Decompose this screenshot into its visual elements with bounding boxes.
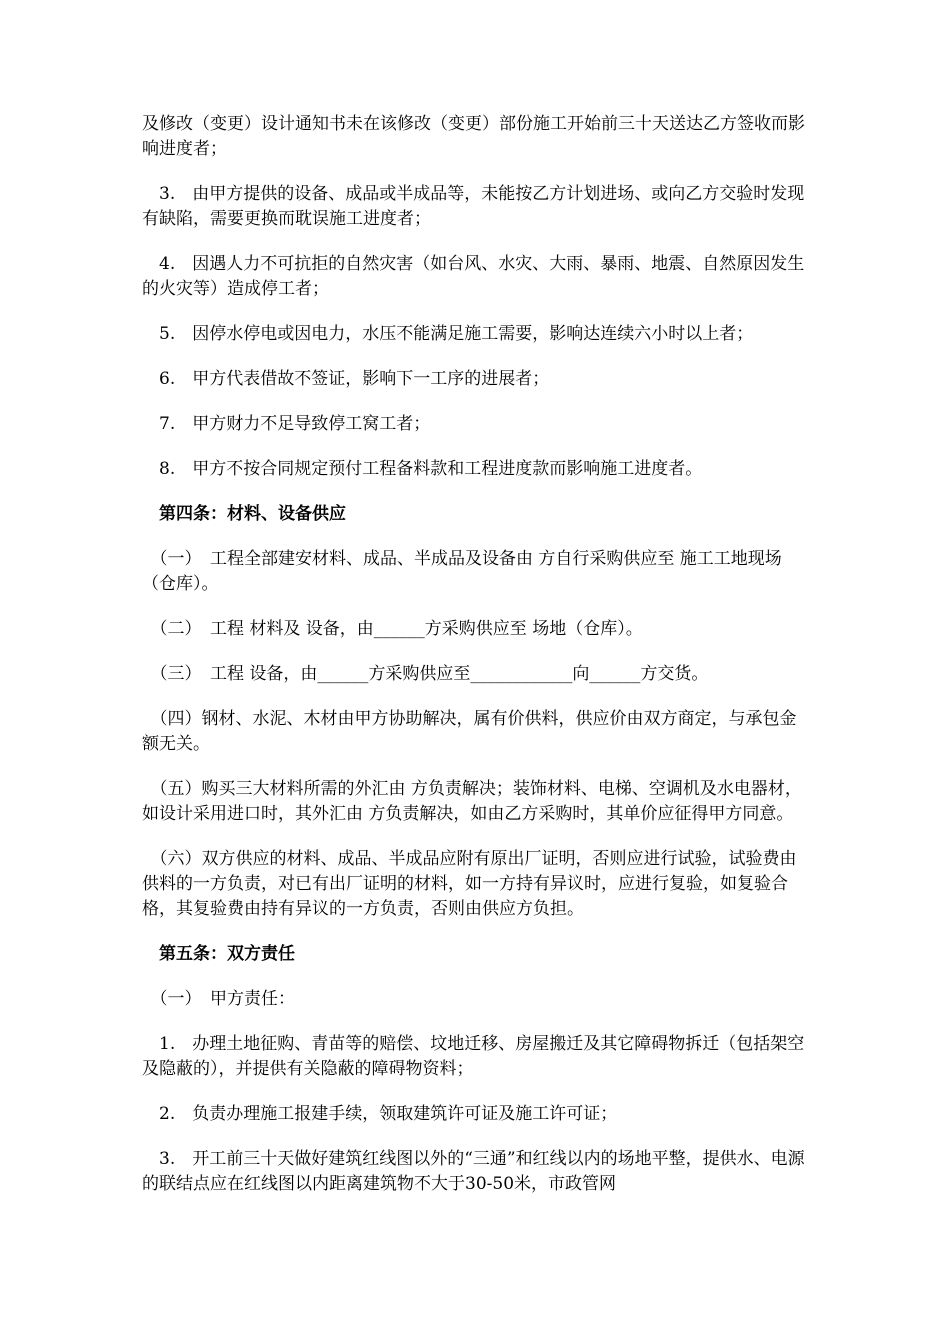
paragraph-18: 2. 负责办理施工报建手续，领取建筑许可证及施工许可证； — [142, 1104, 618, 1124]
paragraph-10: （二） 工程 材料及 设备，由______方采购供应至 场地（仓库）。 — [142, 619, 643, 639]
paragraph-19: 3. 开工前三十天做好建筑红线图以外的“三通”和红线以内的场地平整，提供水、电源的联结点应在红线图以内距离建筑物不大于30-50米，市政管网 — [142, 1149, 805, 1194]
paragraph-12: （四）钢材、水泥、木材由甲方协助解决，属有价供料，供应价由双方商定，与承包金额无关。 — [142, 709, 797, 754]
section-heading-article-5: 第五条：双方责任 — [142, 944, 295, 964]
paragraph-1: 及修改（变更）设计通知书未在该修改（变更）部份施工开始前三十天送达乙方签收而影响进度者； — [142, 114, 805, 159]
paragraph-9: （一） 工程全部建安材料、成品、半成品及设备由 方自行采购供应至 施工工地现场（仓库）。 — [142, 549, 782, 594]
paragraph-2: 3. 由甲方提供的设备、成品或半成品等，未能按乙方计划进场、或向乙方交验时发现有缺陷，需要更换而耽误施工进度者； — [142, 184, 805, 229]
paragraph-6: 7. 甲方财力不足导致停工窝工者； — [142, 414, 431, 434]
paragraph-14: （六）双方供应的材料、成品、半成品应附有原出厂证明，否则应进行试验，试验费由供料的一方负责，对已有出厂证明的材料，如一方持有异议时，应进行复验，如复验合格，其复验费由持有异议的一方负责，否则由供应方负担。 — [142, 849, 797, 919]
paragraph-11: （三） 工程 设备，由______方采购供应至____________向______方交货。 — [142, 664, 709, 684]
paragraph-13: （五）购买三大材料所需的外汇由 方负责解决；装饰材料、电梯、空调机及水电器材，如设计采用进口时，其外汇由 方负责解决，如由乙方采购时，其单价应征得甲方同意。 — [142, 779, 802, 824]
paragraph-17: 1. 办理土地征购、青苗等的赔偿、坟地迁移、房屋搬迁及其它障碍物拆迁（包括架空及隐蔽的），并提供有关隐蔽的障碍物资料； — [142, 1034, 805, 1079]
paragraph-4: 5. 因停水停电或因电力，水压不能满足施工需要，影响达连续六小时以上者； — [142, 324, 754, 344]
paragraph-16: （一） 甲方责任： — [142, 989, 295, 1009]
paragraph-3: 4. 因遇人力不可抗拒的自然灾害（如台风、水灾、大雨、暴雨、地震、自然原因发生的火灾等）造成停工者； — [142, 254, 805, 299]
paragraph-7: 8. 甲方不按合同规定预付工程备料款和工程进度款而影响施工进度者。 — [142, 459, 703, 479]
section-heading-article-4: 第四条：材料、设备供应 — [142, 504, 346, 524]
paragraph-5: 6. 甲方代表借故不签证，影响下一工序的进展者； — [142, 369, 550, 389]
